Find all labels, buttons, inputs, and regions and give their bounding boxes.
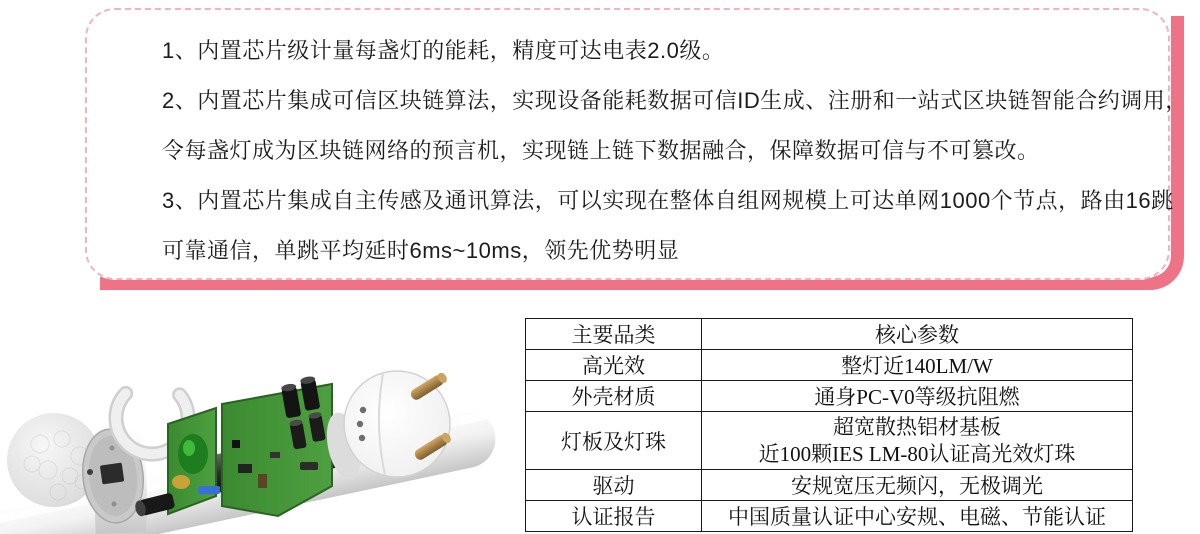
- row-label: 驱动: [526, 470, 702, 501]
- feature-box: [85, 8, 1188, 280]
- row-value: 通身PC-V0等级抗阻燃: [702, 381, 1133, 412]
- table-row: [526, 501, 1133, 532]
- row-label: 认证报告: [526, 501, 702, 532]
- row-label: 外壳材质: [526, 381, 702, 412]
- table-row: [526, 381, 1133, 412]
- feature-line-4: 3、内置芯片集成自主传感及通讯算法，可以实现在整体自组网规模上可达单网1000个节点，路由16跳: [162, 188, 1174, 213]
- spec-table: [525, 318, 1133, 532]
- row-label: 灯板及灯珠: [526, 412, 702, 470]
- header-params: 核心参数: [702, 319, 1133, 350]
- row-value: [702, 412, 1133, 470]
- table-row: [526, 350, 1133, 381]
- header-category: 主要品类: [526, 319, 702, 350]
- feature-line-1: 1、内置芯片级计量每盏灯的能耗，精度可达电表2.0级。: [162, 38, 725, 63]
- feature-line-3: 令每盏灯成为区块链网络的预言机，实现链上链下数据融合，保障数据可信与不可篡改。: [162, 138, 1040, 163]
- row-value-line-1: 超宽散热铝材基板: [833, 414, 1001, 439]
- table-row-header: [526, 319, 1133, 350]
- feature-line-5: 可靠通信，单跳平均延时6ms~10ms，领先优势明显: [162, 238, 680, 263]
- row-value: 整灯近140LM/W: [702, 350, 1133, 381]
- row-label: 高光效: [526, 350, 702, 381]
- row-value: 中国质量认证中心安规、电磁、节能认证: [702, 501, 1133, 532]
- led-tube-exploded-illustration: [0, 344, 500, 534]
- table-row: [526, 412, 1133, 470]
- feature-line-2: 2、内置芯片集成可信区块链算法，实现设备能耗数据可信ID生成、注册和一站式区块链智能合约调用，: [162, 88, 1188, 113]
- table-row: [526, 470, 1133, 501]
- row-value: 安规宽压无频闪，无极调光: [702, 470, 1133, 501]
- row-value-line-2: 近100颗IES LM-80认证高光效灯珠: [758, 441, 1076, 466]
- feature-text: [162, 26, 1188, 276]
